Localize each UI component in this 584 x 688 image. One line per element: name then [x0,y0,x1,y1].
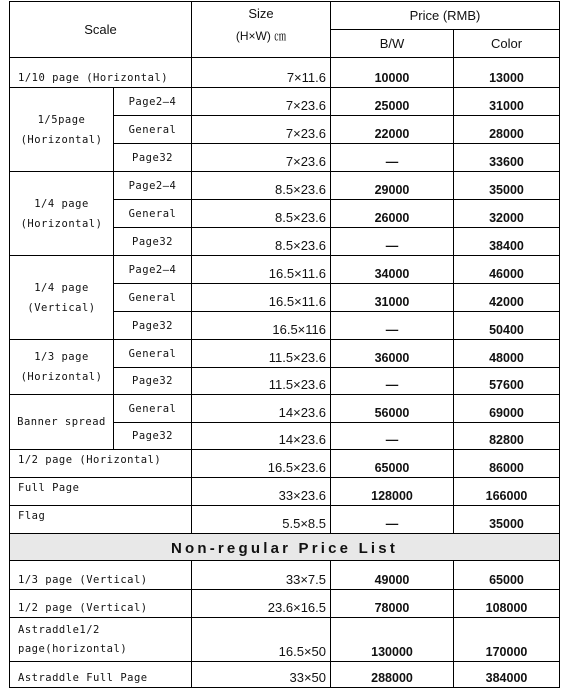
scale-line: page(horizontal) [18,642,128,655]
header-scale: Scale [10,2,192,58]
bw-price-cell: 56000 [331,395,454,423]
table-row [10,450,560,478]
size-cell: 7×23.6 [192,116,331,144]
placement-cell: General [114,284,192,312]
color-price-cell: 13000 [454,58,560,88]
table-row [10,618,560,662]
bw-price-cell: — [331,228,454,256]
scale-line: 1/3 page [34,351,89,363]
scale-cell: 1/10 page (Horizontal) [10,58,192,88]
scale-line: (Horizontal) [20,217,103,230]
table-row [10,58,560,88]
color-price-cell: 42000 [454,284,560,312]
color-price-cell: 48000 [454,340,560,368]
scale-cell: 1/2 page (Vertical) [10,590,192,618]
size-cell: 7×11.6 [192,58,331,88]
bw-price-cell: 128000 [331,478,454,506]
scale-cell: Flag [10,506,192,534]
color-price-cell: 57600 [454,368,560,395]
size-cell: 14×23.6 [192,395,331,423]
header-bw: B/W [331,30,454,58]
placement-cell: General [114,340,192,368]
size-cell: 16.5×11.6 [192,256,331,284]
color-price-cell: 86000 [454,450,560,478]
scale-cell: Full Page [10,478,192,506]
placement-cell: Page32 [114,423,192,450]
table-row [10,478,560,506]
size-cell: 23.6×16.5 [192,590,331,618]
bw-price-cell: 34000 [331,256,454,284]
color-price-cell: 31000 [454,88,560,116]
size-cell: 7×23.6 [192,88,331,116]
header-price: Price (RMB) [331,2,560,30]
color-price-cell: 82800 [454,423,560,450]
size-cell: 16.5×23.6 [192,450,331,478]
color-price-cell: 46000 [454,256,560,284]
bw-price-cell: 130000 [331,618,454,662]
scale-line: (Vertical) [27,301,96,314]
size-cell: 33×50 [192,662,331,688]
bw-price-cell: — [331,423,454,450]
size-cell: 33×23.6 [192,478,331,506]
bw-price-cell: 26000 [331,200,454,228]
scale-line: (Horizontal) [20,133,103,146]
color-price-cell: 32000 [454,200,560,228]
size-cell: 16.5×116 [192,312,331,340]
nonregular-heading-text: Non-regular Price List [170,539,399,557]
header-size-unit: (H×W) ㎝ [235,29,287,43]
scale-cell [10,88,114,172]
placement-cell: Page32 [114,312,192,340]
color-price-cell: 65000 [454,561,560,590]
color-price-cell: 69000 [454,395,560,423]
color-price-cell: 108000 [454,590,560,618]
placement-cell: Page32 [114,368,192,395]
size-cell: 7×23.6 [192,144,331,172]
price-table [9,1,560,688]
bw-price-cell: 65000 [331,450,454,478]
bw-price-cell: 22000 [331,116,454,144]
table-row [10,256,560,284]
size-cell: 8.5×23.6 [192,228,331,256]
placement-cell: General [114,200,192,228]
bw-price-cell: 25000 [331,88,454,116]
bw-price-cell: — [331,506,454,534]
bw-price-cell: 10000 [331,58,454,88]
bw-price-cell: — [331,368,454,395]
bw-price-cell: 31000 [331,284,454,312]
table-row [10,340,560,368]
size-cell: 16.5×50 [192,618,331,662]
header-size-label: Size [248,6,274,21]
bw-price-cell: — [331,144,454,172]
size-cell: 16.5×11.6 [192,284,331,312]
scale-line: 1/4 page [34,281,89,294]
scale-cell [10,340,114,395]
placement-cell: Page32 [114,144,192,172]
scale-line: (Horizontal) [20,371,103,383]
placement-cell: Page32 [114,228,192,256]
scale-line: 1/4 page [34,197,89,210]
size-cell: 11.5×23.6 [192,340,331,368]
scale-cell [10,172,114,256]
placement-cell: Page2—4 [114,256,192,284]
scale-line: 1/5page [37,113,86,126]
nonregular-heading [10,534,560,561]
bw-price-cell: 78000 [331,590,454,618]
size-cell: 8.5×23.6 [192,200,331,228]
scale-cell: 1/3 page (Vertical) [10,561,192,590]
placement-cell: General [114,395,192,423]
color-price-cell: 50400 [454,312,560,340]
size-cell: 33×7.5 [192,561,331,590]
header-color: Color [454,30,560,58]
table-row [10,590,560,618]
size-cell: 8.5×23.6 [192,172,331,200]
table-row [10,561,560,590]
table-row [10,506,560,534]
size-cell: 14×23.6 [192,423,331,450]
table-row [10,172,560,200]
table-row [10,88,560,116]
color-price-cell: 170000 [454,618,560,662]
size-cell: 11.5×23.6 [192,368,331,395]
color-price-cell: 38400 [454,228,560,256]
color-price-cell: 166000 [454,478,560,506]
scale-cell: Astraddle Full Page [10,662,192,688]
color-price-cell: 35000 [454,506,560,534]
table-row [10,395,560,423]
bw-price-cell: 29000 [331,172,454,200]
placement-cell: General [114,116,192,144]
bw-price-cell: 36000 [331,340,454,368]
bw-price-cell: 49000 [331,561,454,590]
header-size [192,2,331,58]
scale-cell [10,256,114,340]
placement-cell: Page2—4 [114,172,192,200]
color-price-cell: 28000 [454,116,560,144]
scale-cell [10,618,192,662]
bw-price-cell: — [331,312,454,340]
size-cell: 5.5×8.5 [192,506,331,534]
color-price-cell: 384000 [454,662,560,688]
scale-cell: 1/2 page (Horizontal) [10,450,192,478]
placement-cell: Page2—4 [114,88,192,116]
scale-cell: Banner spread [10,395,114,450]
bw-price-cell: 288000 [331,662,454,688]
scale-line: Astraddle1/2 [18,623,100,636]
color-price-cell: 33600 [454,144,560,172]
color-price-cell: 35000 [454,172,560,200]
